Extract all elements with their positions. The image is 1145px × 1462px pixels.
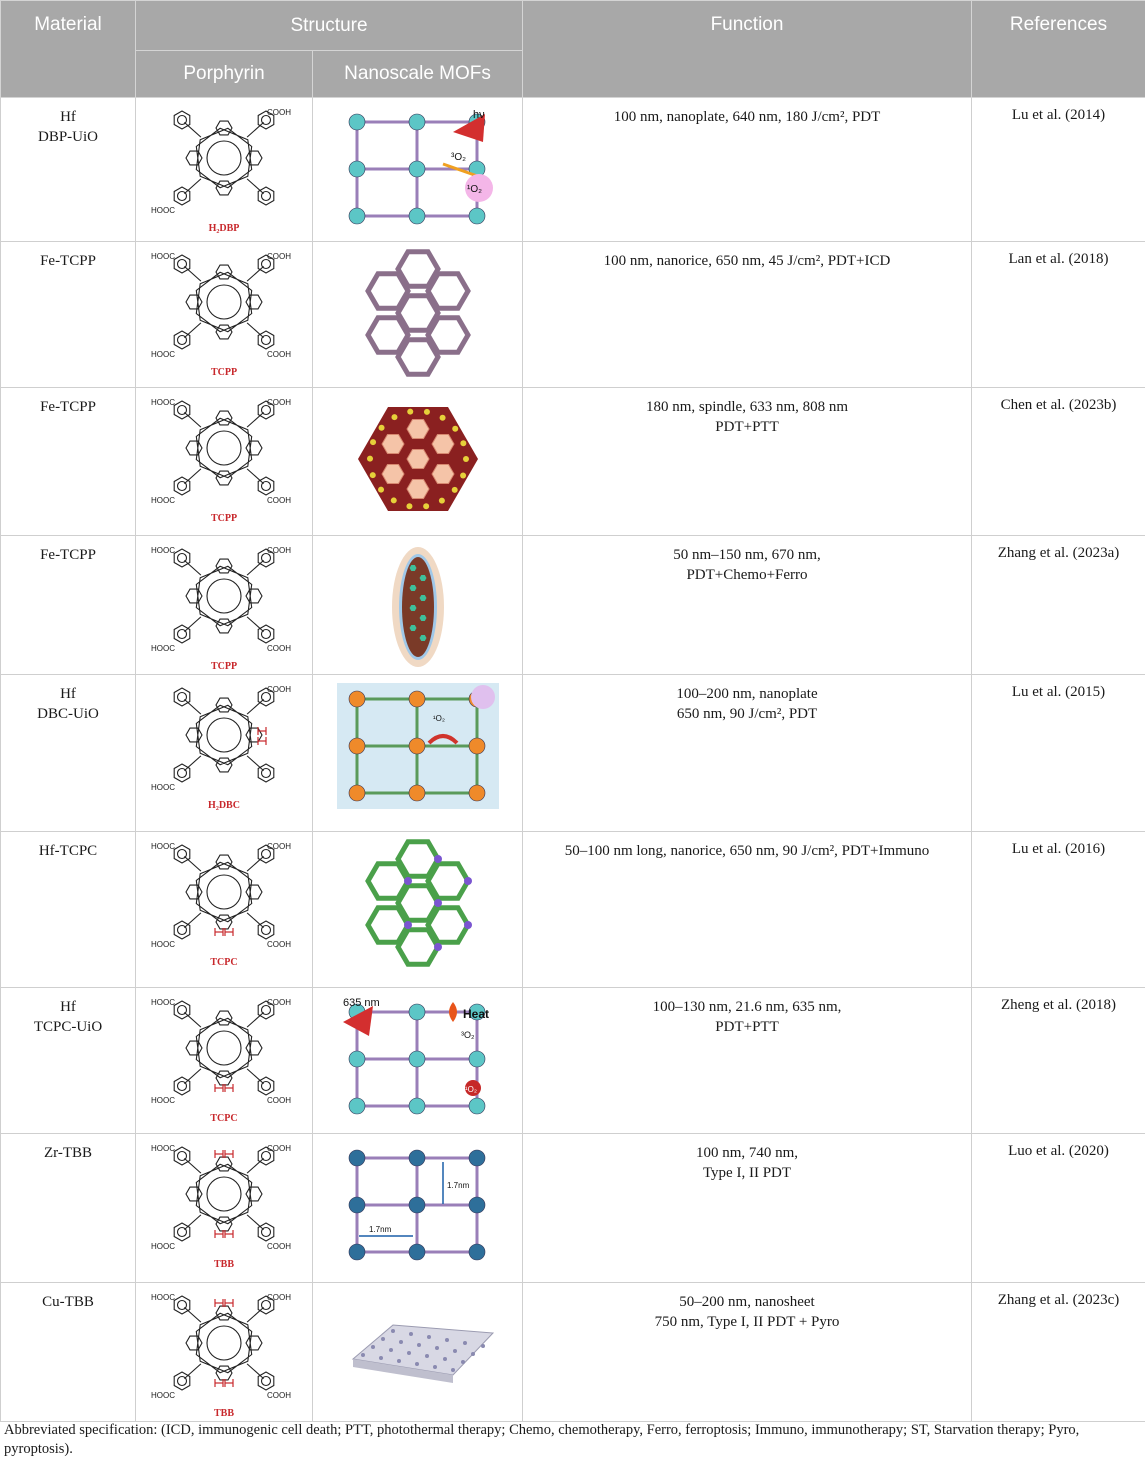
porphyrin-cell [136,1283,313,1422]
nanoscale-mof-cell [313,1134,523,1283]
function-cell [523,1283,972,1422]
porphyrin-figure [149,992,299,1126]
header-references: References [972,1,1145,98]
ligand-label: TBB [213,1408,234,1419]
material-name: Fe-TCPP [40,399,96,415]
nanoscale-mof-cell [313,1283,523,1422]
porphyrin-structure-drawing [149,1138,299,1258]
material-cell [1,388,136,536]
hooc-group-label: HOOC [151,1096,175,1105]
porphyrin-figure [149,246,299,380]
light-label: hν [472,109,485,121]
header-structure: Structure [136,1,523,51]
table-footnote: Abbreviated specification: (ICD, immunogenic cell death; PTT, photothermal therapy; Chemo, chemotherapy, Ferro, ferroptosis; Immuno, immunotherapy; ST, Starvation therapy; Pyro, pyroptosis). [4,1422,1080,1457]
function-cell [523,675,972,832]
hooc-group-label: HOOC [151,350,175,359]
singlet-oxygen-label: ¹O₂ [432,714,445,723]
cooh-group-label: COOH [267,1391,291,1400]
function-text: 100 nm, nanoplate, 640 nm, 180 J/cm², PDT [613,109,881,125]
cooh-group-label: COOH [267,842,291,851]
porphyrin-cell [136,988,313,1134]
ligand-label: TBB [213,1259,234,1270]
cooh-group-label: COOH [267,685,291,694]
material-name: Hf [60,109,76,125]
material-name: Hf [60,686,76,702]
hooc-group-label: HOOC [151,1144,175,1153]
mof-structure-drawing [333,1287,503,1421]
function-cell [523,388,972,536]
reference-text: Lu et al. (2014) [1011,107,1106,123]
table-row [1,536,1145,675]
header-material: Material [1,1,136,98]
cooh-group-label: COOH [267,1242,291,1251]
cooh-group-label: COOH [267,998,291,1007]
mof-structure-drawing [333,1138,503,1272]
porphyrin-structure-drawing [149,992,299,1112]
table-row [1,988,1145,1134]
mof-figure [333,540,503,674]
table-row [1,242,1145,388]
material-name: Fe-TCPP [40,547,96,563]
function-text: 650 nm, 90 J/cm², PDT [676,706,818,722]
ligand-label: TCPC [210,957,238,968]
cooh-group-label: COOH [267,108,291,117]
function-cell [523,1134,972,1283]
porphyrin-structure-drawing [149,246,299,366]
hooc-group-label: HOOC [151,546,175,555]
porphyrin-cell [136,388,313,536]
reference-text: Lu et al. (2016) [1011,841,1106,857]
porphyrin-figure [149,679,299,813]
singlet-oxygen-label: ¹O₂ [464,1085,477,1094]
function-text: PDT+PTT [715,1019,779,1035]
hooc-group-label: HOOC [151,206,175,215]
material-cell [1,536,136,675]
hooc-group-label: HOOC [151,398,175,407]
material-cell [1,1134,136,1283]
reference-cell [972,388,1145,536]
function-cell [523,242,972,388]
reference-text: Chen et al. (2023b) [1000,397,1117,413]
table-row [1,675,1145,832]
mof-figure [333,392,503,526]
hooc-group-label: HOOC [151,783,175,792]
reference-cell [972,832,1145,988]
porphyrin-cell [136,98,313,242]
cooh-group-label: COOH [267,350,291,359]
porphyrin-structure-drawing [149,1287,299,1407]
porphyrin-figure [149,540,299,674]
material-name: DBP-UiO [37,129,98,145]
material-name: TCPC-UiO [33,1019,103,1035]
mof-structure-drawing [333,102,503,236]
reference-text: Luo et al. (2020) [1008,1143,1109,1159]
porphyrin-figure [149,1287,299,1421]
porphyrin-figure [149,102,299,236]
table-row [1,1283,1145,1422]
ligand-label: H₂DBP [208,223,240,234]
mof-structure-drawing [333,392,503,526]
heat-label: Heat [462,1007,489,1021]
function-text: Type I, II PDT [702,1165,792,1181]
laser-label: 635 nm [342,997,380,1009]
material-name: Hf-TCPC [38,843,98,859]
material-name: DBC-UiO [37,706,99,722]
cooh-group-label: COOH [267,398,291,407]
ligand-label: TCPP [210,513,238,524]
material-cell [1,988,136,1134]
material-name: Cu-TBB [42,1294,94,1310]
mof-figure [333,102,503,236]
reference-text: Zhang et al. (2023c) [997,1292,1120,1308]
table-row [1,98,1145,242]
hooc-group-label: HOOC [151,644,175,653]
hooc-group-label: HOOC [151,1242,175,1251]
material-cell [1,98,136,242]
material-cell [1,1283,136,1422]
ligand-label: TCPP [210,367,238,378]
reference-text: Lan et al. (2018) [1008,251,1109,267]
mof-figure [333,836,503,970]
header-porphyrin: Porphyrin [136,51,313,98]
porphyrin-structure-drawing [149,836,299,956]
cooh-group-label: COOH [267,546,291,555]
hooc-group-label: HOOC [151,252,175,261]
function-text: 180 nm, spindle, 633 nm, 808 nm [645,399,849,415]
reference-cell [972,242,1145,388]
function-text: 750 nm, Type I, II PDT + Pyro [654,1314,840,1330]
pore-size-label: 1.7nm [368,1225,391,1234]
hooc-group-label: HOOC [151,842,175,851]
nanoscale-mof-cell [313,536,523,675]
function-text: 100–200 nm, nanoplate [676,686,818,702]
function-text: 100 nm, nanorice, 650 nm, 45 J/cm², PDT+ICD [603,253,891,269]
cooh-group-label: COOH [267,644,291,653]
material-cell [1,832,136,988]
mof-figure [333,992,503,1126]
nanoscale-mof-cell [313,832,523,988]
table-row [1,832,1145,988]
nanoscale-mof-cell [313,988,523,1134]
function-text: 50–200 nm, nanosheet [679,1294,815,1310]
mof-figure [333,246,503,380]
reference-cell [972,98,1145,242]
hooc-group-label: HOOC [151,998,175,1007]
reference-cell [972,1283,1145,1422]
mof-structure-drawing [333,679,503,813]
header-function: Function [523,1,972,98]
triplet-oxygen-label: ³O₂ [450,152,466,163]
porphyrin-structure-drawing [149,540,299,660]
mof-figure [333,1287,503,1421]
ligand-label: TCPC [210,1113,238,1124]
porphyrin-cell [136,536,313,675]
mof-structure-drawing [333,992,503,1126]
reference-cell [972,988,1145,1134]
porphyrin-structure-drawing [149,392,299,512]
mof-figure [333,679,503,813]
porphyrin-cell [136,1134,313,1283]
function-text: 100–130 nm, 21.6 nm, 635 nm, [652,999,842,1015]
porphyrin-figure [149,392,299,526]
ligand-label: TCPP [210,661,238,672]
function-text: PDT+PTT [715,419,779,435]
cooh-group-label: COOH [267,940,291,949]
function-cell [523,832,972,988]
nanoscale-mof-cell [313,388,523,536]
function-text: 50 nm–150 nm, 670 nm, [673,547,821,563]
hooc-group-label: HOOC [151,496,175,505]
nanoscale-mof-cell [313,242,523,388]
material-cell [1,242,136,388]
singlet-oxygen-label: ¹O₂ [466,184,482,195]
hooc-group-label: HOOC [151,1293,175,1302]
reference-cell [972,1134,1145,1283]
material-name: Hf [60,999,76,1015]
function-cell [523,98,972,242]
porphyrin-figure [149,1138,299,1272]
function-cell [523,988,972,1134]
reference-text: Zheng et al. (2018) [1001,997,1116,1013]
porphyrin-figure [149,836,299,970]
mof-structure-drawing [333,540,503,674]
table-row [1,388,1145,536]
triplet-oxygen-label: ³O₂ [460,1030,474,1040]
porphyrin-cell [136,832,313,988]
ligand-label: H₂DBC [208,800,240,811]
nanoscale-mof-cell [313,98,523,242]
reference-cell [972,536,1145,675]
table-row [1,1134,1145,1283]
function-cell [523,536,972,675]
cooh-group-label: COOH [267,252,291,261]
mof-figure [333,1138,503,1272]
porphyrin-structure-drawing [149,102,299,222]
porphyrin-cell [136,675,313,832]
mof-structure-drawing [333,836,503,970]
cooh-group-label: COOH [267,1096,291,1105]
pore-size-label: 1.7nm [446,1181,469,1190]
header-nanoscale-mofs: Nanoscale MOFs [313,51,523,98]
function-text: PDT+Chemo+Ferro [686,567,808,583]
cooh-group-label: COOH [267,1293,291,1302]
material-cell [1,675,136,832]
nanoscale-mof-cell [313,675,523,832]
mof-structure-drawing [333,246,503,380]
material-name: Zr-TBB [43,1145,93,1161]
cooh-group-label: COOH [267,496,291,505]
cooh-group-label: COOH [267,1144,291,1153]
reference-cell [972,675,1145,832]
function-text: 100 nm, 740 nm, [695,1145,799,1161]
reference-text: Lu et al. (2015) [1011,684,1106,700]
porphyrin-structure-drawing [149,679,299,799]
hooc-group-label: HOOC [151,940,175,949]
porphyrin-cell [136,242,313,388]
reference-text: Zhang et al. (2023a) [997,545,1120,561]
material-name: Fe-TCPP [40,253,96,269]
hooc-group-label: HOOC [151,1391,175,1400]
function-text: 50–100 nm long, nanorice, 650 nm, 90 J/cm², PDT+Immuno [564,843,930,859]
